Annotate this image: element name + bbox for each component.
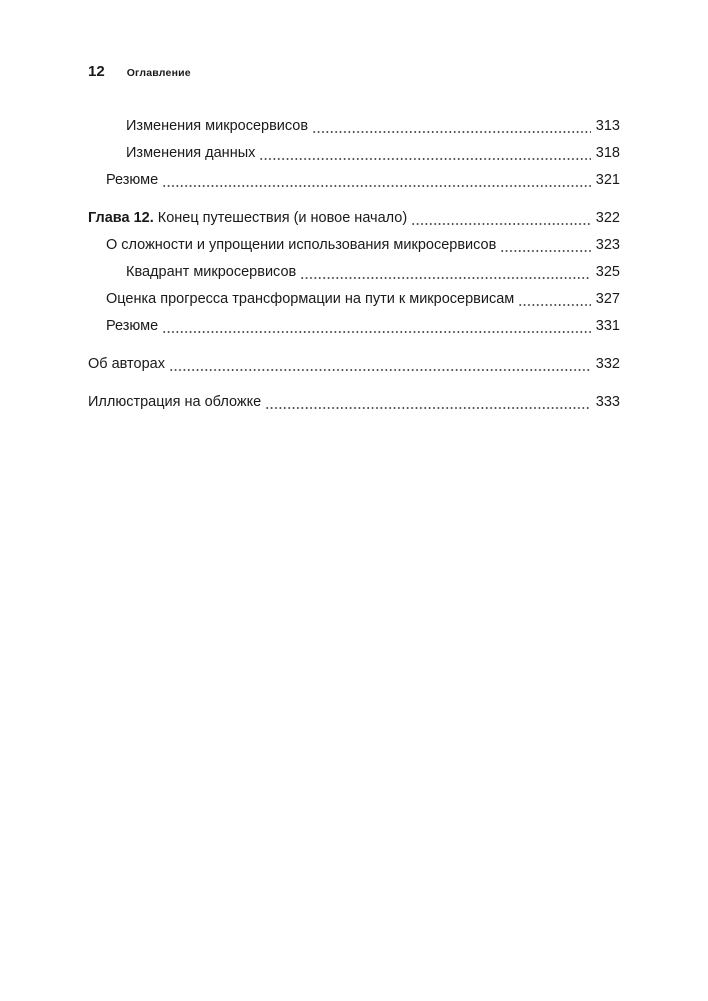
dot-leader bbox=[500, 240, 591, 254]
toc-entry bbox=[88, 393, 620, 411]
dot-leader bbox=[259, 148, 591, 162]
toc-group bbox=[88, 209, 620, 335]
toc-group bbox=[88, 355, 620, 373]
toc-group bbox=[88, 393, 620, 411]
toc-entry-label: Изменения микросервисов bbox=[126, 118, 309, 134]
toc-entry-chapter-prefix: Глава 12. bbox=[88, 210, 154, 226]
dot-leader bbox=[265, 397, 591, 411]
dot-leader bbox=[162, 175, 591, 189]
toc-entry-label: О сложности и упрощении использования микросервисов bbox=[106, 237, 497, 253]
toc-entry-page-number: 313 bbox=[595, 118, 620, 134]
toc-group bbox=[88, 117, 620, 189]
toc-entry bbox=[88, 236, 620, 254]
toc-entry bbox=[88, 317, 620, 335]
toc-entry bbox=[88, 209, 620, 227]
dot-leader bbox=[518, 294, 591, 308]
dot-leader bbox=[411, 213, 591, 227]
toc-entry-page-number: 322 bbox=[595, 210, 620, 226]
page-number: 12 bbox=[88, 63, 105, 80]
dot-leader bbox=[312, 121, 591, 135]
toc-entry-page-number: 333 bbox=[595, 394, 620, 410]
toc-entry-label: Изменения данных bbox=[126, 145, 256, 161]
dot-leader bbox=[169, 359, 591, 373]
toc-entry-label: Иллюстрация на обложке bbox=[88, 394, 262, 410]
running-header-title: Оглавление bbox=[126, 67, 191, 79]
toc-entry-label: Оценка прогресса трансформации на пути к микросервисам bbox=[106, 291, 515, 307]
toc-entry-page-number: 332 bbox=[595, 356, 620, 372]
toc-entry-page-number: 325 bbox=[595, 264, 620, 280]
toc-entry bbox=[88, 263, 620, 281]
page-header bbox=[88, 63, 620, 80]
dot-leader bbox=[162, 321, 591, 335]
toc-entry-page-number: 327 bbox=[595, 291, 620, 307]
dot-leader bbox=[300, 267, 591, 281]
toc-entry bbox=[88, 355, 620, 373]
toc-entry-page-number: 323 bbox=[595, 237, 620, 253]
toc-entry bbox=[88, 144, 620, 162]
toc-entry-label: Конец путешествия (и новое начало) bbox=[157, 210, 408, 226]
toc-entry bbox=[88, 290, 620, 308]
toc-list bbox=[88, 117, 620, 411]
toc-entry-page-number: 321 bbox=[595, 172, 620, 188]
toc-entry-label: Резюме bbox=[106, 318, 159, 334]
toc-entry-label: Резюме bbox=[106, 172, 159, 188]
toc-entry bbox=[88, 171, 620, 189]
toc-entry-label: Квадрант микросервисов bbox=[126, 264, 297, 280]
toc-entry-page-number: 318 bbox=[595, 145, 620, 161]
toc-entry bbox=[88, 117, 620, 135]
toc-entry-label: Об авторах bbox=[88, 356, 165, 372]
toc-entry-page-number: 331 bbox=[595, 318, 620, 334]
